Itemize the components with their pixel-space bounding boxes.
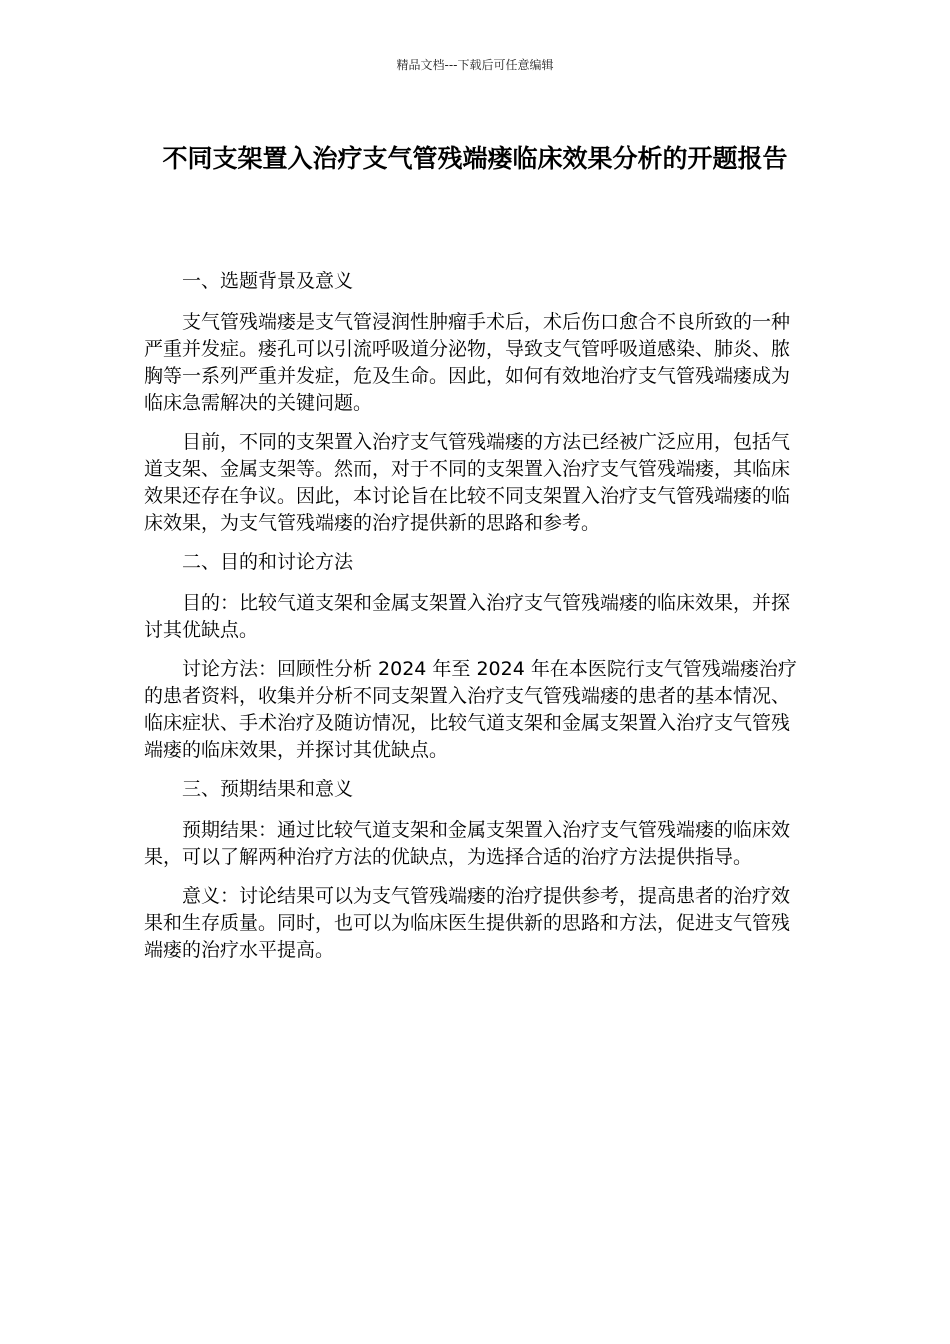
paragraph-methods: 讨论方法：回顾性分析 2024 年至 2024 年在本医院行支气管残端瘘治疗的患者资料，收集并分析不同支架置入治疗支气管残端瘘的患者的基本情况、临床症状、手术治疗及随访情况，比较气道支架和金属支架置入治疗支气管残端瘘的临床效果，并探讨其优缺点。 — [144, 658, 797, 761]
document-title: 不同支架置入治疗支气管残端瘘临床效果分析的开题报告 — [162, 144, 788, 173]
paragraph-objective: 目的：比较气道支架和金属支架置入治疗支气管残端瘘的临床效果，并探讨其优缺点。 — [144, 592, 791, 641]
paragraph-significance: 意义：讨论结果可以为支气管残端瘘的治疗提供参考，提高患者的治疗效果和生存质量。同时，也可以为临床医生提供新的思路和方法，促进支气管残端瘘的治疗水平提高。 — [144, 885, 791, 961]
paragraph-background-2: 目前，不同的支架置入治疗支气管残端瘘的方法已经被广泛应用，包括气道支架、金属支架等。然而，对于不同的支架置入治疗支气管残端瘘，其临床效果还存在争议。因此，本讨论旨在比较不同支架置入治疗支气管残端瘘的临床效果，为支气管残端瘘的治疗提供新的思路和参考。 — [144, 431, 791, 534]
paragraph-background-1: 支气管残端瘘是支气管浸润性肿瘤手术后，术后伤口愈合不良所致的一种严重并发症。瘘孔可以引流呼吸道分泌物，导致支气管呼吸道感染、肺炎、脓胸等一系列严重并发症，危及生命。因此，如何有效地治疗支气管残端瘘成为临床急需解决的关键问题。 — [144, 311, 791, 414]
section-heading-expected: 三、预期结果和意义 — [182, 778, 354, 800]
document-body — [144, 268, 804, 976]
section-heading-methods: 二、目的和讨论方法 — [182, 551, 354, 573]
header-note: 精品文档---下载后可任意编辑 — [396, 58, 554, 72]
paragraph-expected-results: 预期结果：通过比较气道支架和金属支架置入治疗支气管残端瘘的临床效果，可以了解两种治疗方法的优缺点，为选择合适的治疗方法提供指导。 — [144, 819, 791, 868]
section-heading-background: 一、选题背景及意义 — [182, 270, 354, 292]
